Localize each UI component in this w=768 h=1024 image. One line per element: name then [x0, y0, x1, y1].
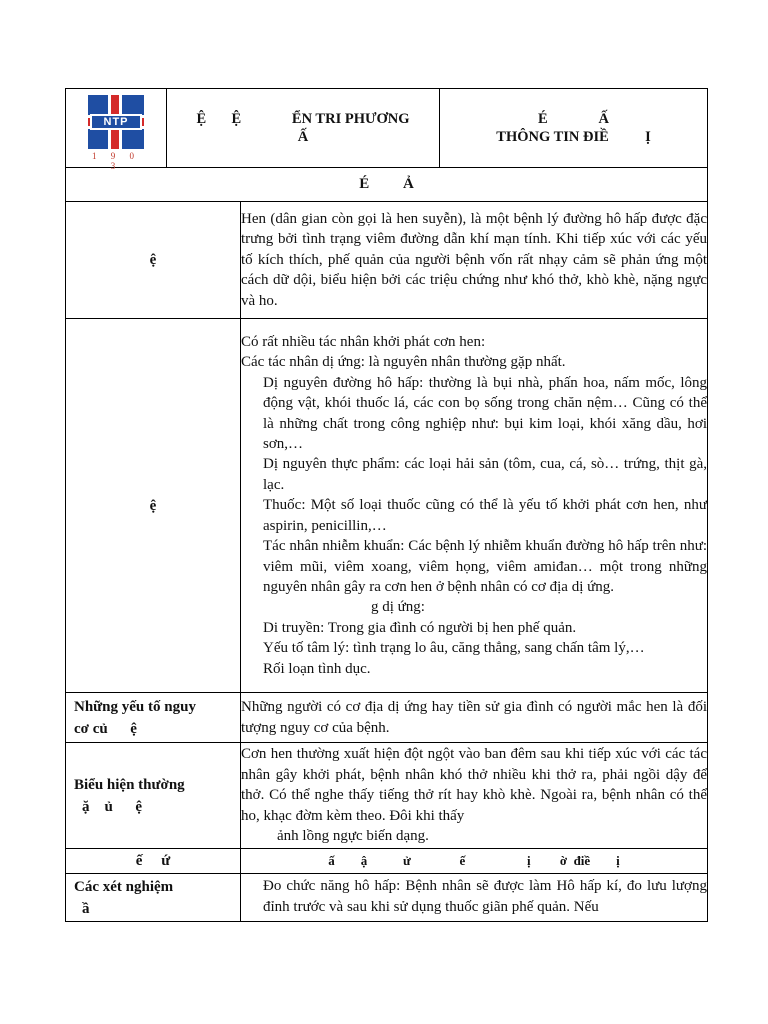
causes-line: Dị nguyên thực phẩm: các loại hải sản (tôm, cua, cá, sò… trứng, thịt gà, lạc. — [263, 456, 707, 493]
section-title: É Ả — [66, 168, 708, 202]
causes-line: g dị ứng: — [371, 599, 425, 616]
risk-label-line2: cơ củ ệ — [74, 720, 137, 737]
tests-text: Đo chức năng hô hấp: Bệnh nhân sẽ được làm Hô hấp kí, đo lưu lượng đỉnh trước và sau khi sử dụng thuốc giãn phế quản. Nếu — [263, 878, 707, 915]
row-label-causes: ệ — [66, 319, 241, 693]
causes-line: Tác nhân nhiễm khuẩn: Các bệnh lý nhiễm khuẩn đường hô hấp trên như: viêm mũi, viêm xoang, viêm họng, viêm amiđan… một trong những nguyên nhân gây ra cơn hen ở bệnh nhân có cơ địa dị ứng. — [263, 538, 707, 595]
row-label-definition: ệ — [66, 202, 241, 319]
logo-cell — [66, 89, 167, 171]
row-label-risk — [66, 693, 241, 743]
logo-year: 1 9 0 3 — [92, 150, 140, 171]
row-body-causes — [241, 319, 708, 693]
causes-line: Có rất nhiều tác nhân khởi phát cơn hen: — [241, 334, 486, 351]
document-table — [65, 88, 708, 922]
doc-title-line2: THÔNG TIN ĐIỀ Ị — [496, 129, 651, 145]
causes-line: Yếu tố tâm lý: tình trạng lo âu, căng thẳng, sang chấn tâm lý,… — [263, 640, 645, 657]
company-name-line1: Ệ Ệ ỂN TRI PHƯƠNG — [196, 111, 410, 127]
tests-label-line2: ầ — [82, 901, 90, 917]
row-body-tests — [241, 874, 708, 922]
row-label-tests — [66, 874, 241, 922]
risk-label-line1: Những yếu tố nguy — [74, 698, 196, 715]
row-body-symptoms — [241, 743, 708, 849]
company-name-cell — [167, 89, 440, 168]
doc-title-cell — [440, 89, 708, 168]
row-label-symptoms — [66, 743, 241, 849]
logo-text: NTP — [90, 114, 142, 130]
band2-left: ế ứ — [66, 849, 241, 874]
causes-line: Thuốc: Một số loại thuốc cũng có thể là yếu tố khởi phát cơn hen, như aspirin, penicillin,… — [263, 497, 707, 534]
ntp-logo — [86, 95, 146, 171]
doc-title-line1: É Ấ — [538, 111, 609, 127]
causes-line: Dị nguyên đường hô hấp: thường là bụi nhà, phấn hoa, nấm mốc, lông động vật, khói thuốc lá, các con bọ sống trong chăn nệm… Cũng có thể là những chất trong công nghiệp như: bụi kim loại, khói xăng dầu, hơi sơn,… — [263, 374, 707, 453]
symptoms-text: ảnh lồng ngực biến dạng. — [277, 828, 429, 845]
definition-text: Hen (dân gian còn gọi là hen suyễn), là một bệnh lý đường hô hấp được đặc trưng bởi tình trạng viêm đường dẫn khí mạn tính. Khi tiếp xúc với các yếu tố kích thích, phế quản của người bệnh vốn rất nhạy cảm sẽ phản ứng một cách dữ dội, biểu hiện bởi các triệu chứng như khó thở, khò khè, nặng ngực và ho. — [241, 210, 707, 309]
causes-line: Các tác nhân dị ứng: là nguyên nhân thường gặp nhất. — [241, 354, 566, 371]
risk-text: Những người có cơ địa dị ứng hay tiền sử gia đình có người mắc hen là đối tượng nguy cơ của bệnh. — [241, 699, 707, 736]
band2-right: ấ ậ ử ế ị ờ điề ị — [241, 849, 708, 874]
symptoms-label-line1: Biểu hiện thường — [74, 776, 185, 793]
symptoms-label-line2: ặ ủ ệ — [82, 798, 142, 815]
row-body-definition — [241, 202, 708, 319]
symptoms-text: Cơn hen thường xuất hiện đột ngột vào ban đêm sau khi tiếp xúc với các tác nhân gây khởi phát, bệnh nhân khó thở nhiều khi thở ra, phải ngồi dậy để thở. Có thể nghe thấy tiếng thở rít hay khò khè. Ngoài ra, bệnh nhân có thể ho, khạc đờm kèm theo. Đôi khi thấy — [241, 746, 707, 824]
row-body-risk — [241, 693, 708, 743]
causes-line: Di truyền: Trong gia đình có người bị hen phế quản. — [263, 619, 577, 636]
tests-label-line1: Các xét nghiệm — [74, 879, 174, 895]
causes-line: Rối loạn tình dục. — [263, 660, 371, 677]
company-name-line2: Ấ — [297, 129, 309, 145]
